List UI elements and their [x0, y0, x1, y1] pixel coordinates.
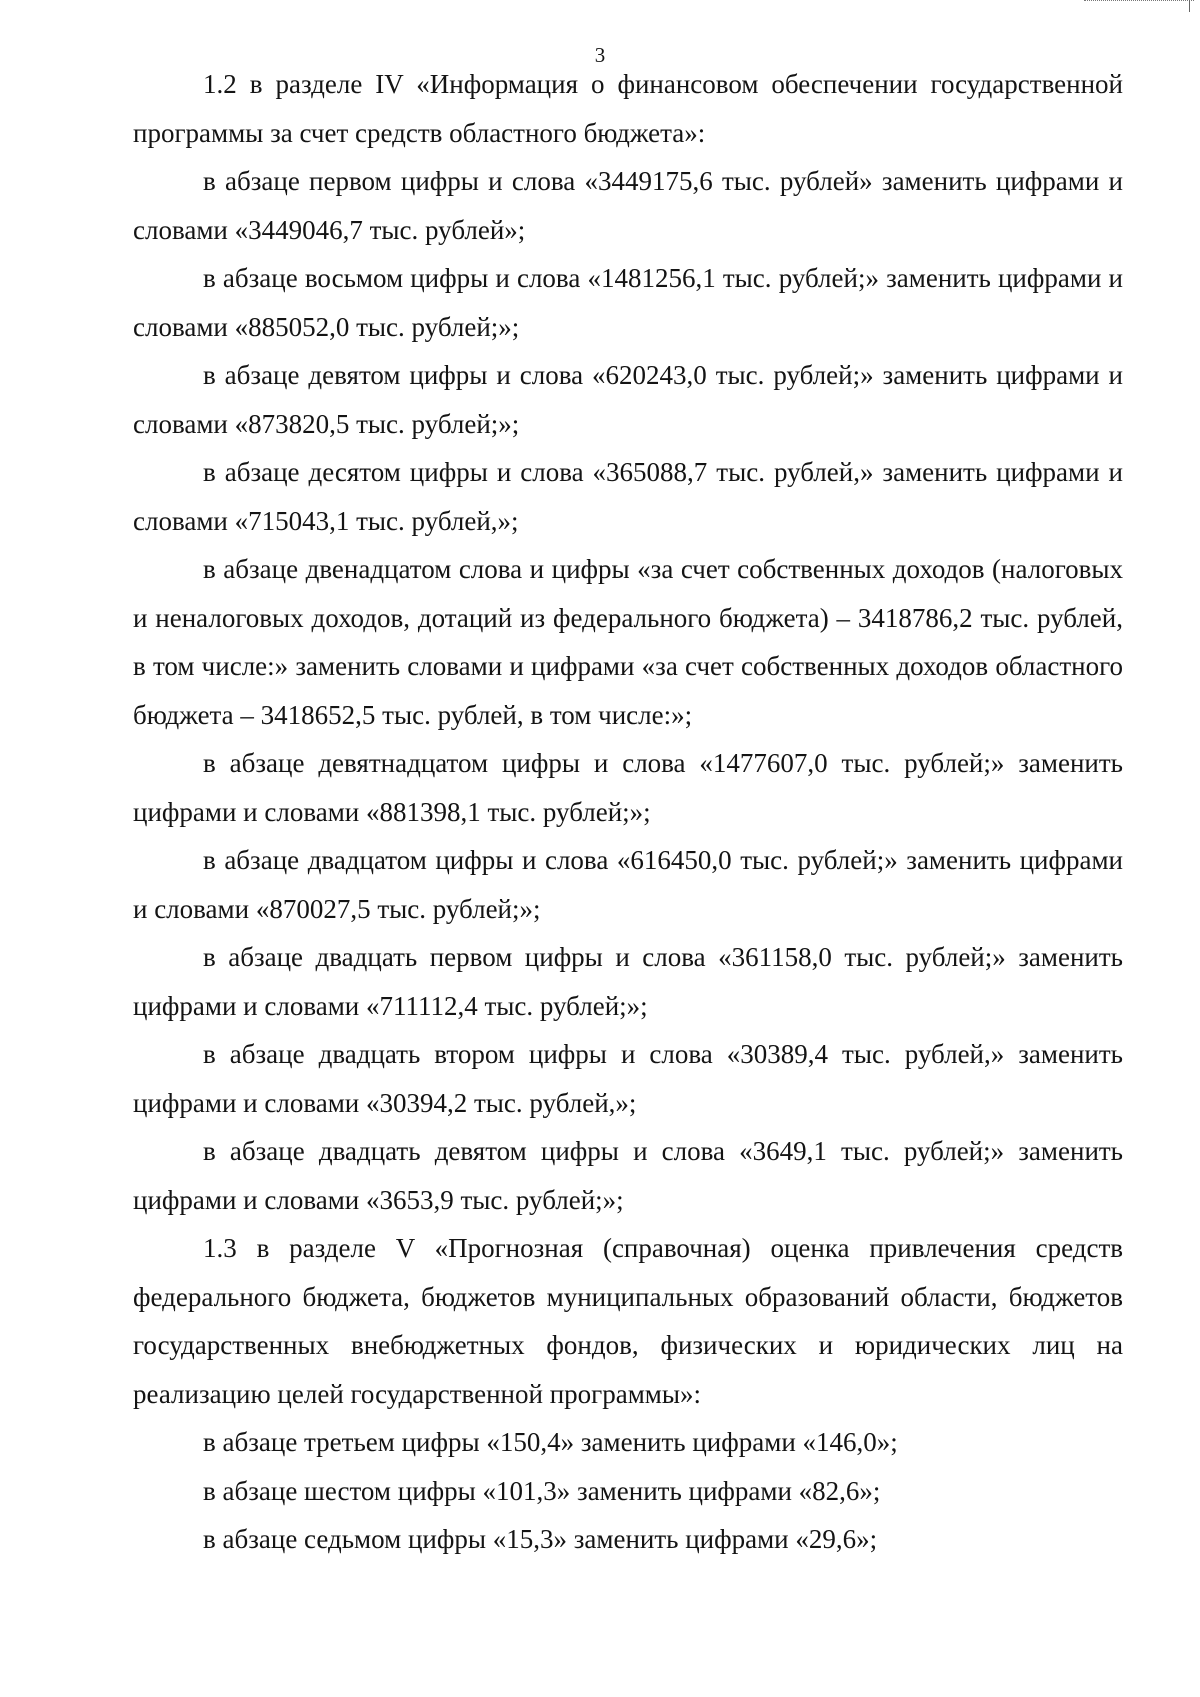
scan-corner-tick — [1189, 0, 1190, 12]
paragraph-nineteenth: в абзаце девятнадцатом цифры и слова «1477607,0 тыс. рублей;» заменить цифрами и словами «881398,1 тыс. рублей;»; — [133, 748, 1123, 827]
paragraph-ninth: в абзаце девятом цифры и слова «620243,0 тыс. рублей;» заменить цифрами и словами «873820,5 тыс. рублей;»; — [133, 360, 1123, 439]
section-1-2 — [133, 60, 1123, 1564]
paragraph-twentieth: в абзаце двадцатом цифры и слова «616450,0 тыс. рублей;» заменить цифрами и словами «870027,5 тыс. рублей;»; — [133, 845, 1123, 924]
paragraph-twenty-second: в абзаце двадцать втором цифры и слова «30389,4 тыс. рублей,» заменить цифрами и словами «30394,2 тыс. рублей,»; — [133, 1039, 1123, 1118]
paragraph-twenty-first: в абзаце двадцать первом цифры и слова «361158,0 тыс. рублей;» заменить цифрами и словами «711112,4 тыс. рублей;»; — [133, 942, 1123, 1021]
paragraph-seventh: в абзаце седьмом цифры «15,3» заменить цифрами «29,6»; — [203, 1524, 878, 1554]
paragraph-twelfth: в абзаце двенадцатом слова и цифры «за счет собственных доходов (налоговых и неналоговых доходов, дотаций из федерального бюджета) – 3418786,2 тыс. рублей, в том числе:» заменить словами и цифрами «за счет собственных доходов областного бюджета – 3418652,5 тыс. рублей, в том числе:»; — [133, 554, 1123, 730]
paragraph-third: в абзаце третьем цифры «150,4» заменить цифрами «146,0»; — [203, 1427, 898, 1457]
paragraph-tenth: в абзаце десятом цифры и слова «365088,7 тыс. рублей,» заменить цифрами и словами «715043,1 тыс. рублей,»; — [133, 457, 1123, 536]
paragraph-1-3-heading: 1.3 в разделе V «Прогнозная (справочная) оценка привлечения средств федерального бюджета, бюджетов муниципальных образований области, бюджетов государственных внебюджетных фондов, физических и юридических лиц на реализацию целей государственной программы»: — [133, 1233, 1123, 1409]
paragraph-first: в абзаце первом цифры и слова «3449175,6 тыс. рублей» заменить цифрами и словами «3449046,7 тыс. рублей»; — [133, 166, 1123, 245]
scan-corner-mark — [1084, 0, 1194, 4]
paragraph-twenty-ninth: в абзаце двадцать девятом цифры и слова «3649,1 тыс. рублей;» заменить цифрами и словами «3653,9 тыс. рублей;»; — [133, 1136, 1123, 1215]
page-number: 3 — [594, 43, 606, 67]
paragraph-eighth: в абзаце восьмом цифры и слова «1481256,1 тыс. рублей;» заменить цифрами и словами «885052,0 тыс. рублей;»; — [133, 263, 1123, 342]
paragraph-1-2-heading: 1.2 в разделе IV «Информация о финансовом обеспечении государственной программы за счет средств областного бюджета»: — [133, 69, 1123, 148]
paragraph-sixth: в абзаце шестом цифры «101,3» заменить цифрами «82,6»; — [203, 1475, 881, 1506]
